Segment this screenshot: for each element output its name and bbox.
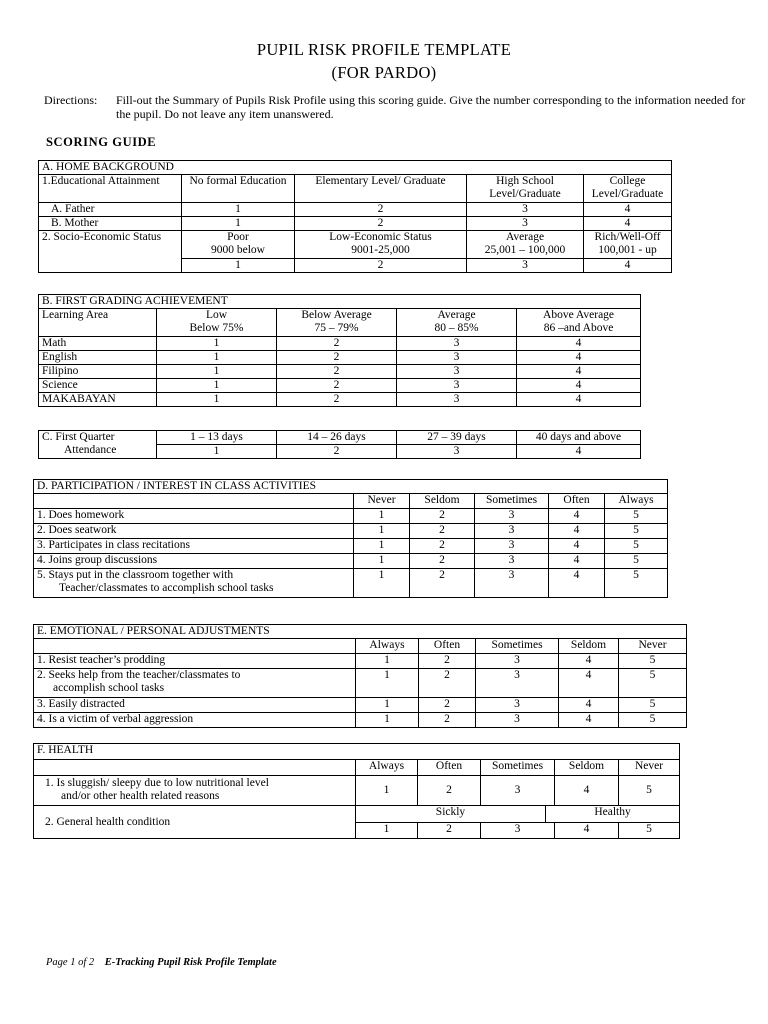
score-cell: 2 <box>419 654 476 669</box>
score-cell: 2 <box>410 569 475 598</box>
score-cell: 3 <box>476 669 559 698</box>
score-cell: 2 <box>410 509 475 524</box>
score-cell: 5 <box>605 569 668 598</box>
grade-header-l2: 86 –and Above <box>543 322 614 334</box>
section-b-table <box>38 294 641 407</box>
attendance-label-l2: Attendance <box>64 444 117 456</box>
blank-cell <box>34 639 356 654</box>
score-cell: 5 <box>619 713 687 728</box>
mother-label: B. Mother <box>39 217 182 231</box>
score-cell: 4 <box>559 713 619 728</box>
score-cell: 5 <box>619 698 687 713</box>
item-label <box>34 569 354 598</box>
score-cell: 3 <box>397 379 517 393</box>
subject-label: Filipino <box>39 365 157 379</box>
score-cell: 5 <box>605 509 668 524</box>
grade-header-l1: Low <box>205 309 228 321</box>
grade-header-l1: Above Average <box>543 309 615 321</box>
page-footer <box>46 957 277 968</box>
score-cell: 3 <box>397 393 517 407</box>
score-cell: 3 <box>475 569 549 598</box>
score-cell: 3 <box>397 365 517 379</box>
score-cell: 4 <box>517 445 641 459</box>
score-cell: 4 <box>555 823 619 839</box>
score-cell: 4 <box>517 393 641 407</box>
score-cell: 1 <box>157 445 277 459</box>
item-label: 4. Joins group discussions <box>34 554 354 569</box>
score-cell: 3 <box>476 698 559 713</box>
score-cell: 1 <box>354 509 410 524</box>
score-cell: 2 <box>419 669 476 698</box>
attendance-header: 40 days and above <box>517 431 641 445</box>
score-cell: 2 <box>410 524 475 539</box>
score-cell: 1 <box>354 554 410 569</box>
edu-header: High School Level/Graduate <box>467 175 584 203</box>
item-label: 4. Is a victim of verbal aggression <box>34 713 356 728</box>
attendance-label-l1: C. First Quarter <box>42 431 115 443</box>
frequency-header: Often <box>418 760 481 776</box>
blank-cell <box>34 760 356 776</box>
section-a-table <box>38 160 672 273</box>
score-cell: 1 <box>356 823 418 839</box>
score-cell: 3 <box>467 259 584 273</box>
item-label-l2: Teacher/classmates to accomplish school tasks <box>59 582 274 594</box>
score-cell: 1 <box>182 217 295 231</box>
score-cell: 4 <box>555 776 619 806</box>
subject-label: Science <box>39 379 157 393</box>
score-cell: 3 <box>476 713 559 728</box>
frequency-header: Never <box>354 494 410 509</box>
item-label: 3. Easily distracted <box>34 698 356 713</box>
score-cell: 1 <box>157 393 277 407</box>
ses-header-l2: 25,001 – 100,000 <box>484 244 566 256</box>
score-cell: 2 <box>277 445 397 459</box>
attendance-header: 14 – 26 days <box>277 431 397 445</box>
score-cell: 1 <box>356 713 419 728</box>
frequency-header: Sometimes <box>475 494 549 509</box>
score-cell: 3 <box>475 554 549 569</box>
scoring-guide-heading: SCORING GUIDE <box>46 135 157 149</box>
score-cell: 2 <box>418 776 481 806</box>
ses-header <box>182 231 295 259</box>
edu-label: 1.Educational Attainment <box>39 175 182 203</box>
item-label-l2: and/or other health related reasons <box>61 790 220 802</box>
blank-cell <box>34 494 354 509</box>
grade-header-l2: 75 – 79% <box>314 322 359 334</box>
score-cell: 2 <box>295 203 467 217</box>
score-cell: 2 <box>419 698 476 713</box>
document-subtitle: (FOR PARDO) <box>331 63 437 82</box>
score-cell: 2 <box>277 393 397 407</box>
item-label-l1: 5. Stays put in the classroom together with <box>37 569 234 581</box>
father-label: A. Father <box>39 203 182 217</box>
frequency-header: Often <box>549 494 605 509</box>
section-f-heading: F. HEALTH <box>34 744 680 760</box>
section-f-table <box>33 743 680 839</box>
ses-header-l1: Average <box>505 231 545 243</box>
score-cell: 2 <box>277 365 397 379</box>
frequency-header: Always <box>356 760 418 776</box>
grade-header <box>397 309 517 337</box>
section-e-heading: E. EMOTIONAL / PERSONAL ADJUSTMENTS <box>34 625 687 639</box>
item-label: 2. Does seatwork <box>34 524 354 539</box>
item-label <box>34 776 356 806</box>
attendance-label <box>39 431 157 459</box>
item-label-l1: 1. Is sluggish/ sleepy due to low nutritional level <box>45 777 269 789</box>
item-label-l1: 2. Seeks help from the teacher/classmates to <box>37 669 241 681</box>
score-cell: 1 <box>182 203 295 217</box>
ses-header <box>467 231 584 259</box>
score-cell: 4 <box>584 217 672 231</box>
ses-header <box>295 231 467 259</box>
frequency-header: Seldom <box>559 639 619 654</box>
score-cell: 3 <box>397 337 517 351</box>
score-cell: 1 <box>354 569 410 598</box>
attendance-header: 27 – 39 days <box>397 431 517 445</box>
directions-text: Fill-out the Summary of Pupils Risk Profile using this scoring guide. Give the number corresponding to the information needed for the pupil. Do not leave any item unanswered. <box>116 93 746 121</box>
frequency-header: Sometimes <box>476 639 559 654</box>
frequency-header: Sometimes <box>481 760 555 776</box>
frequency-header: Never <box>619 639 687 654</box>
score-cell: 4 <box>549 539 605 554</box>
score-cell: 2 <box>277 337 397 351</box>
score-cell: 3 <box>397 351 517 365</box>
page-number: Page 1 of 2 <box>46 957 95 968</box>
score-cell: 4 <box>549 569 605 598</box>
learning-area-label: Learning Area <box>39 309 157 337</box>
score-cell: 3 <box>481 823 555 839</box>
frequency-header: Always <box>605 494 668 509</box>
score-cell: 3 <box>467 203 584 217</box>
score-cell: 4 <box>517 379 641 393</box>
score-cell: 2 <box>419 713 476 728</box>
score-cell: 1 <box>157 351 277 365</box>
score-cell: 4 <box>584 259 672 273</box>
grade-header <box>517 309 641 337</box>
score-cell: 5 <box>619 654 687 669</box>
score-cell: 5 <box>605 539 668 554</box>
edu-header: No formal Education <box>182 175 295 203</box>
section-b-heading: B. FIRST GRADING ACHIEVEMENT <box>39 295 641 309</box>
directions-label: Directions: <box>44 93 98 107</box>
section-e-table <box>33 624 687 728</box>
item-label <box>34 669 356 698</box>
score-cell: 4 <box>559 698 619 713</box>
score-cell: 1 <box>354 524 410 539</box>
ses-header-l1: Low-Economic Status <box>329 231 432 243</box>
frequency-header: Always <box>356 639 419 654</box>
frequency-header: Seldom <box>555 760 619 776</box>
ses-header-l2: 100,001 - up <box>598 244 657 256</box>
score-cell: 5 <box>605 524 668 539</box>
item-label: 1. Resist teacher’s prodding <box>34 654 356 669</box>
ses-header-l2: 9001-25,000 <box>351 244 410 256</box>
frequency-header: Often <box>419 639 476 654</box>
score-cell: 4 <box>517 365 641 379</box>
score-cell: 1 <box>356 669 419 698</box>
grade-header-l1: Below Average <box>301 309 372 321</box>
score-cell: 5 <box>619 776 680 806</box>
item-label-l2: accomplish school tasks <box>53 682 165 694</box>
score-cell: 2 <box>277 379 397 393</box>
score-cell: 5 <box>619 823 680 839</box>
score-cell: 4 <box>517 351 641 365</box>
ses-header-l1: Poor <box>227 231 249 243</box>
ses-header-l1: Rich/Well-Off <box>594 231 661 243</box>
ses-header-l2: 9000 below <box>211 244 265 256</box>
score-cell: 1 <box>157 379 277 393</box>
score-cell: 4 <box>549 554 605 569</box>
score-cell: 3 <box>467 217 584 231</box>
item-label: 1. Does homework <box>34 509 354 524</box>
score-cell: 3 <box>397 445 517 459</box>
section-a-heading: A. HOME BACKGROUND <box>39 161 672 175</box>
frequency-header: Seldom <box>410 494 475 509</box>
ses-header <box>584 231 672 259</box>
grade-header-l1: Average <box>437 309 476 321</box>
score-cell: 2 <box>295 217 467 231</box>
score-cell: 4 <box>549 509 605 524</box>
grade-header-l2: 80 – 85% <box>434 322 479 334</box>
score-cell: 4 <box>559 669 619 698</box>
attendance-header: 1 – 13 days <box>157 431 277 445</box>
score-cell: 2 <box>418 823 481 839</box>
score-cell: 4 <box>549 524 605 539</box>
healthy-label: Healthy <box>546 806 680 823</box>
grade-header <box>277 309 397 337</box>
score-cell: 3 <box>476 654 559 669</box>
subject-label: English <box>39 351 157 365</box>
score-cell: 1 <box>157 365 277 379</box>
grade-header <box>157 309 277 337</box>
score-cell: 3 <box>475 509 549 524</box>
grade-header-l2: Below 75% <box>189 322 244 334</box>
score-cell: 2 <box>277 351 397 365</box>
score-cell: 3 <box>475 539 549 554</box>
edu-header: College Level/Graduate <box>584 175 672 203</box>
item-label: 3. Participates in class recitations <box>34 539 354 554</box>
section-d-table <box>33 479 668 598</box>
health-condition-label: 2. General health condition <box>34 806 356 839</box>
frequency-header: Never <box>619 760 680 776</box>
score-cell: 4 <box>559 654 619 669</box>
score-cell: 5 <box>605 554 668 569</box>
score-cell: 1 <box>356 654 419 669</box>
score-cell: 2 <box>410 554 475 569</box>
document-name: E-Tracking Pupil Risk Profile Template <box>104 957 277 968</box>
score-cell: 5 <box>619 669 687 698</box>
sickly-label: Sickly <box>356 806 546 823</box>
score-cell: 1 <box>356 698 419 713</box>
score-cell: 1 <box>354 539 410 554</box>
score-cell: 3 <box>475 524 549 539</box>
score-cell: 2 <box>410 539 475 554</box>
score-cell: 4 <box>517 337 641 351</box>
document-title: PUPIL RISK PROFILE TEMPLATE <box>256 40 512 59</box>
section-d-heading: D. PARTICIPATION / INTEREST IN CLASS ACTIVITIES <box>34 480 668 494</box>
section-c-table <box>38 430 641 459</box>
subject-label: MAKABAYAN <box>39 393 157 407</box>
score-cell: 4 <box>584 203 672 217</box>
score-cell: 3 <box>481 776 555 806</box>
edu-header: Elementary Level/ Graduate <box>295 175 467 203</box>
ses-label: 2. Socio-Economic Status <box>39 231 182 273</box>
score-cell: 2 <box>295 259 467 273</box>
score-cell: 1 <box>182 259 295 273</box>
score-cell: 1 <box>356 776 418 806</box>
subject-label: Math <box>39 337 157 351</box>
score-cell: 1 <box>157 337 277 351</box>
